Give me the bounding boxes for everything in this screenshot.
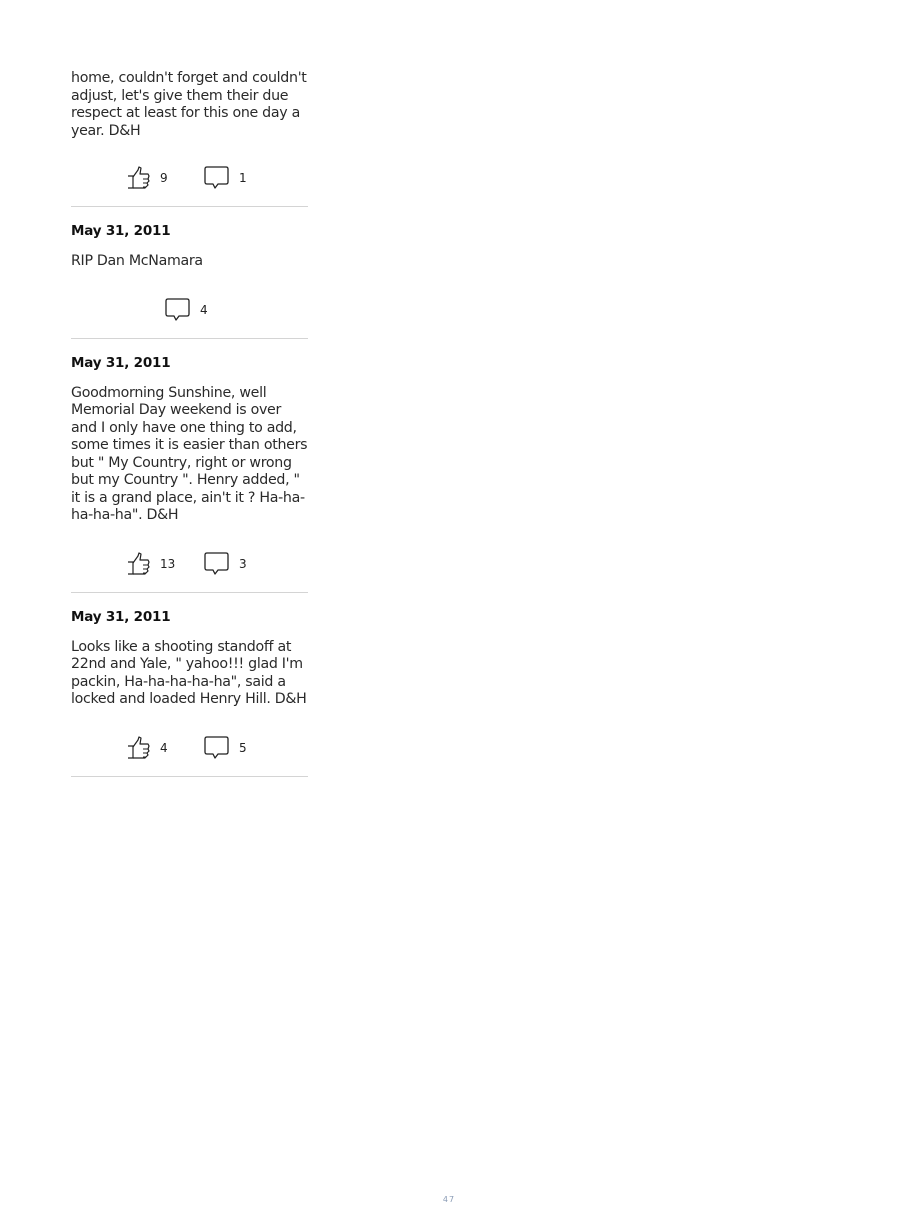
speech-bubble-icon [165,298,191,322]
speech-bubble-icon [204,552,230,576]
post-divider [71,592,308,593]
post-body: Goodmorning Sunshine, well Memorial Day weekend is over and I only have one thing to add, some times it is easier than others but " My Country, right or wrong but my Country ". Henry added, " it is a grand place, ain't it ? Ha-ha-ha-ha-ha". D&H [71,384,308,523]
thumbs-up-icon [127,166,151,190]
post-divider [71,206,308,207]
speech-bubble-icon [204,736,230,760]
comment-button[interactable] [165,298,208,322]
comment-button[interactable] [204,736,247,760]
post-body: Looks like a shooting standoff at 22nd and Yale, " yahoo!!! glad I'm packin, Ha-ha-ha-ha-ha", said a locked and loaded Henry Hill. D&H [71,638,307,707]
post-actions [71,552,308,592]
post-date: May 31, 2011 [71,354,171,371]
like-button[interactable] [127,552,175,576]
post-item [71,70,308,207]
post-item [71,223,308,339]
comment-button[interactable] [204,166,247,190]
post-body: RIP Dan McNamara [71,253,203,269]
post-date: May 31, 2011 [71,223,171,239]
like-count: 4 [160,740,168,755]
post-divider [71,338,308,339]
post-date: May 31, 2011 [71,608,171,625]
comment-count: 5 [239,740,247,755]
post-actions [71,298,308,338]
post-divider [71,776,308,777]
comment-button[interactable] [204,552,247,576]
post-actions [71,736,308,776]
like-button[interactable] [127,736,168,760]
like-count: 9 [160,171,168,185]
comment-count: 1 [239,171,247,185]
comment-count: 3 [239,556,247,571]
post-item [71,355,308,593]
speech-bubble-icon [204,166,230,190]
post-actions [71,166,308,206]
like-count: 13 [160,556,176,571]
thumbs-up-icon [127,552,151,576]
post-column [71,70,308,777]
post-body: home, couldn't forget and couldn't adjust, let's give them their due respect at least for this one day a year. D&H [71,70,307,139]
page-number: 47 [442,1195,456,1204]
post-item [71,609,308,777]
comment-count: 4 [200,302,208,317]
like-button[interactable] [127,166,168,190]
thumbs-up-icon [127,736,151,760]
